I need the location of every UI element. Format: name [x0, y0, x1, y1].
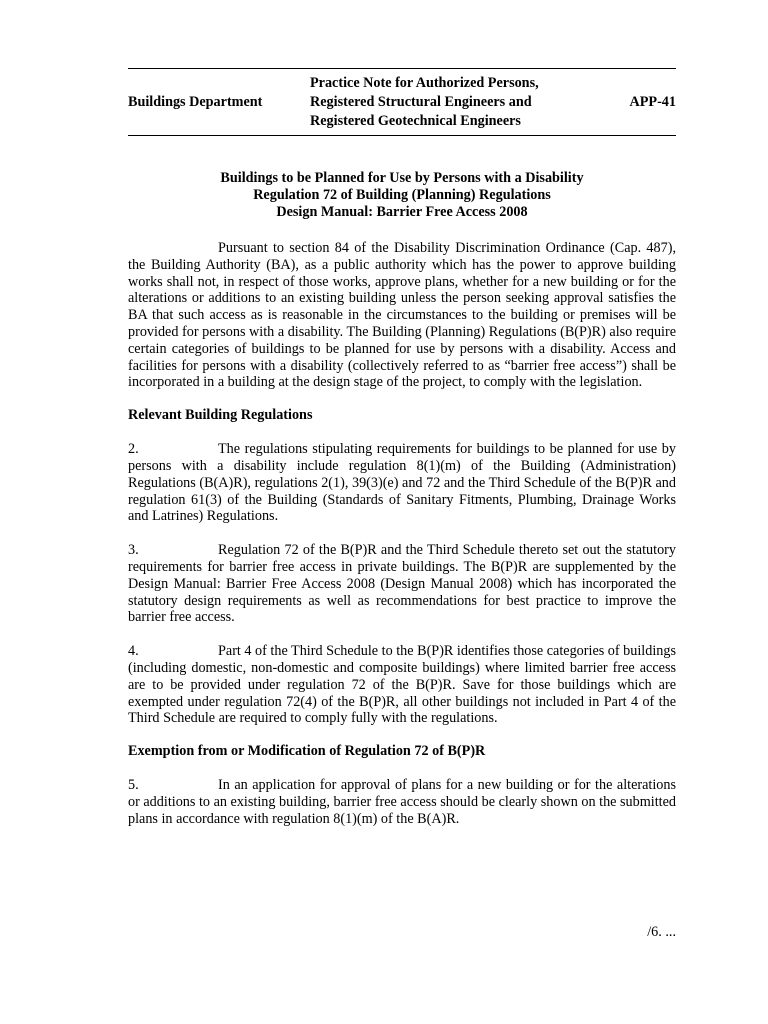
paragraph-number: 2. [128, 441, 139, 458]
paragraph-text: Part 4 of the Third Schedule to the B(P)R identifies those categories of buildings (including domestic, non-domestic and composite buildings) where limited barrier free access are to be provided under regulation 72 of the B(P)R. Save for those buildings which are exempted under regulation 72(4) of the B(P)R, all other buildings not included in Part 4 of the Third Schedule are required to comply fully with the regulations. [128, 643, 676, 727]
section-heading-exemption: Exemption from or Modification of Regulation 72 of B(P)R [128, 743, 486, 760]
title-line: Design Manual: Barrier Free Access 2008 [276, 204, 528, 220]
intro-paragraph: Pursuant to section 84 of the Disability Discrimination Ordinance (Cap. 487), the Building Authority (BA), as a public authority which has the power to approve building works shall not, in respect of those works, approve plans, whether for a new building or for the alterations or additions to an existing building unless the person seeking approval satisfies the BA that such access as is reasonable in the circumstances to the building or premises will be provided for persons with a disability. The Building (Planning) Regulations (B(P)R) also require certain categories of buildings to be planned for use by persons with a disability. Access and facilities for persons with a disability (collectively referred to as “barrier free access”) shall be incorporated in a building at the design stage of the project, to comply with the legislation. [128, 240, 676, 391]
continuation-marker: /6. ... [647, 924, 676, 940]
numbered-paragraph-5 [128, 777, 676, 827]
document-title [128, 170, 676, 221]
title-line: Buildings to be Planned for Use by Persons with a Disability [220, 170, 584, 186]
paragraph-number: 5. [128, 777, 139, 794]
practice-note-title [310, 74, 616, 131]
paragraph-number: 4. [128, 643, 139, 660]
practice-note-title-line: Registered Structural Engineers and [310, 93, 532, 110]
document-code: APP-41 [629, 93, 676, 110]
numbered-paragraph-3 [128, 542, 676, 626]
practice-note-title-line: Practice Note for Authorized Persons, [310, 74, 539, 91]
department-name: Buildings Department [128, 93, 263, 110]
header-bottom-rule [128, 135, 676, 136]
paragraph-number: 3. [128, 542, 139, 559]
document-page [128, 68, 676, 828]
paragraph-text: Regulation 72 of the B(P)R and the Third Schedule thereto set out the statutory requirements for barrier free access in private buildings. The B(P)R are supplemented by the Design Manual: Barrier Free Access 2008 (Design Manual 2008) which has incorporated the statutory design requirements as well as recommendations for best practice to improve the barrier free access. [128, 542, 676, 626]
numbered-paragraph-4 [128, 643, 676, 727]
numbered-paragraph-2 [128, 441, 676, 525]
title-line: Regulation 72 of Building (Planning) Regulations [253, 187, 551, 203]
paragraph-text: The regulations stipulating requirements for buildings to be planned for use by persons with a disability include regulation 8(1)(m) of the Building (Administration) Regulations (B(A)R), regulations 2(1), 39(3)(e) and 72 and the Third Schedule of the B(P)R and regulation 61(3) of the Building (Standards of Sanitary Fitments, Plumbing, Drainage Works and Latrines) Regulations. [128, 441, 676, 525]
paragraph-text: In an application for approval of plans for a new building or for the alterations or additions to an existing building, barrier free access should be clearly shown on the submitted plans in accordance with regulation 8(1)(m) of the B(A)R. [128, 777, 676, 827]
section-heading-relevant-regulations: Relevant Building Regulations [128, 407, 313, 424]
document-header [128, 69, 676, 135]
practice-note-title-line: Registered Geotechnical Engineers [310, 112, 521, 129]
